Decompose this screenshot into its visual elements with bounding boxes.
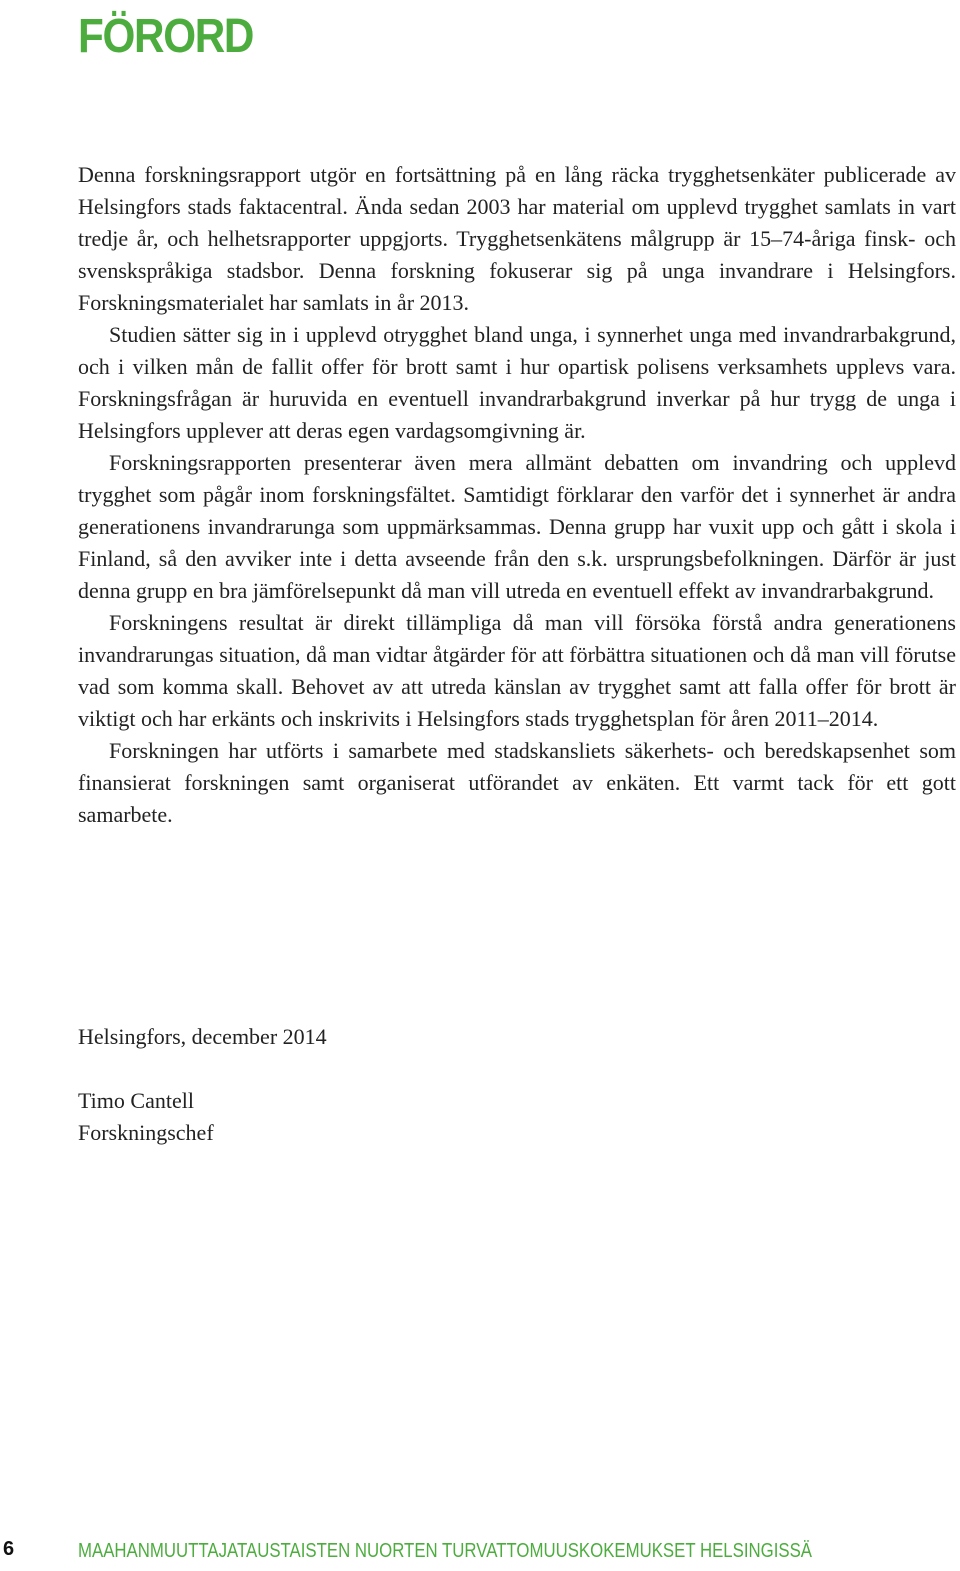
paragraph-2: Studien sätter sig in i upplevd otrygghet bland unga, i synnerhet unga med invandrarbakgrund, och i vilken mån de fallit offer för brott samt i hur opartisk polisens verksamhets upplevs vara. Forskningsfrågan är huruvida en eventuell invandrarbakgrund inverkar på hur trygg de unga i Helsingfors upplever att deras egen vardagsomgivning är. [78,322,956,443]
foreword-body [78,159,956,831]
footer-title: MAAHANMUUTTAJATAUSTAISTEN NUORTEN TURVATTOMUUSKOKEMUKSET HELSINGISSÄ [78,1540,813,1562]
paragraph-3: Forskningsrapporten presenterar även mera allmänt debatten om invandring och upplevd trygghet som pågår inom forskningsfältet. Samtidigt förklarar den varför det i synnerhet är andra generationens invandrarunga som uppmärksammas. Denna grupp har vuxit upp och gått i skola i Finland, så den avviker inte i detta avseende från den s.k. ursprungsbefolkningen. Därför är just denna grupp en bra jämförelsepunkt då man vill utreda en eventuell effekt av invandrarbakgrund. [78,450,956,603]
paragraph-5: Forskningen har utförts i samarbete med stadskansliets säkerhets- och beredskapsenhet som finansierat forskningen samt organiserat utförandet av enkäten. Ett varmt tack för ett gott samarbete. [78,738,956,827]
page-heading: FÖRORD [78,10,254,63]
paragraph-4: Forskningens resultat är direkt tillämpliga då man vill försöka förstå andra generationens invandrarungas situation, då man vidtar åtgärder för att förbättra situationen och då man vill förutse vad som komma skall. Behovet av att utreda känslan av trygghet samt att falla offer för brott är viktigt och har erkänts och inskrivits i Helsingfors stads trygghetsplan för åren 2011–2014. [78,610,956,731]
signature-title: Forskningschef [78,1120,214,1145]
paragraph-1: Denna forskningsrapport utgör en fortsättning på en lång räcka trygghetsenkäter publicerade av Helsingfors stads faktacentral. Ända sedan 2003 har material om upplevd trygghet samlats in vart tredje år, och helhetsrapporter uppgjorts. Trygghetsenkätens målgrupp är 15–74-åriga finsk- och svenskspråkiga stadsbor. Denna forskning fokuserar sig på unga invandrare i Helsingfors. Forskningsmaterialet har samlats in år 2013. [78,162,956,315]
page-number: 6 [3,1538,15,1560]
signature-name: Timo Cantell [78,1088,194,1113]
signature-place-date: Helsingfors, december 2014 [78,1024,327,1049]
